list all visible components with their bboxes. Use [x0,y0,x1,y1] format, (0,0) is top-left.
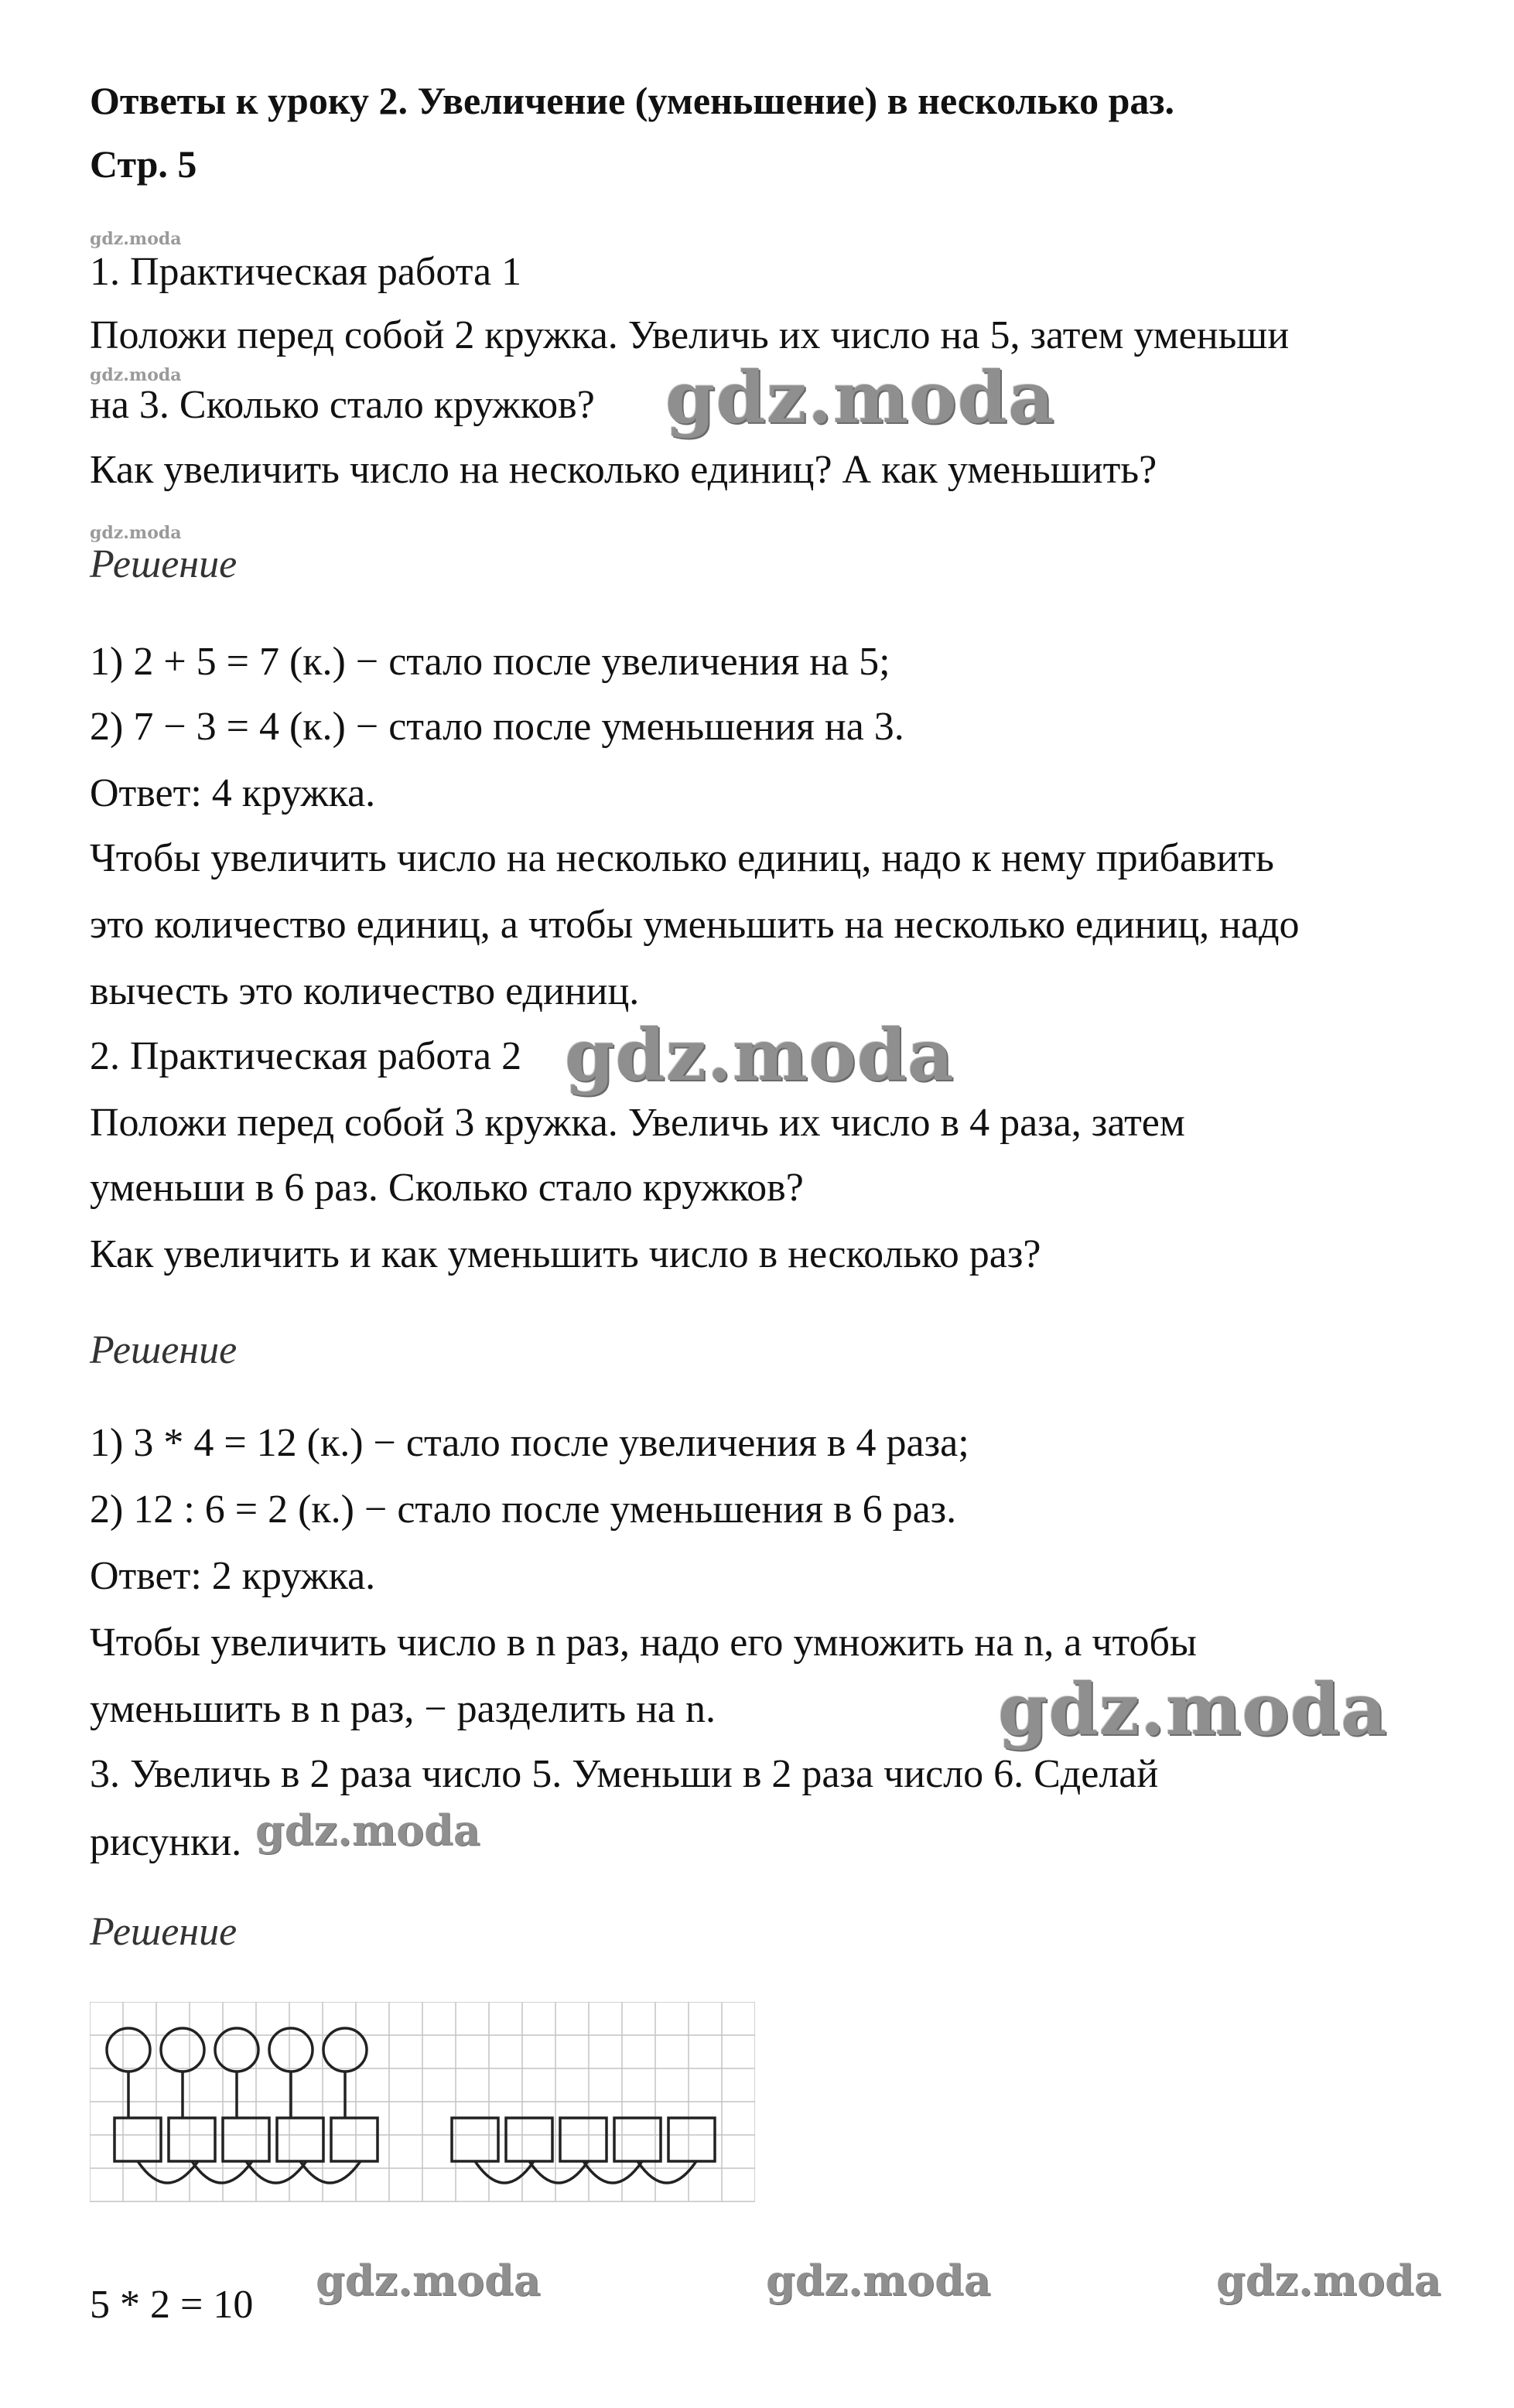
watermark-big: gdz.moda [998,1668,1388,1751]
task1-step1: 1) 2 + 5 = 7 (к.) − стало после увеличения на 5; [90,640,890,684]
task2-title: 2. Практическая работа 2 [90,1034,522,1078]
square [277,2118,323,2161]
square [331,2118,378,2161]
page-title: Ответы к уроку 2. Увеличение (уменьшение) в несколько раз. [90,79,1175,122]
task2-explain-line2: уменьшить в n раз, − разделить на n. [90,1687,716,1731]
task1-text-line1: Положи перед собой 2 кружка. Увеличь их число на 5, затем уменьши [90,313,1290,357]
task1-question: Как увеличить число на несколько единиц? А как уменьшить? [90,448,1157,492]
square [560,2118,607,2161]
task1-explain-line3: вычесть это количество единиц. [90,969,640,1013]
task1-answer: Ответ: 4 кружка. [90,771,376,815]
task3-solution-label: Решение [90,1910,238,1954]
task2-question: Как увеличить и как уменьшить число в несколько раз? [90,1232,1041,1276]
task2-explain-line1: Чтобы увеличить число в n раз, надо его умножить на n, а чтобы [90,1621,1197,1665]
task1-step2: 2) 7 − 3 = 4 (к.) − стало после уменьшения на 3. [90,705,904,749]
watermark-medium: gdz.moda [1216,2256,1441,2305]
watermark-small: gdz.moda [90,365,182,385]
task1-explain-line2: это количество единиц, а чтобы уменьшить на несколько единиц, надо [90,903,1300,947]
task3-equation: 5 * 2 = 10 [90,2283,254,2327]
watermark-medium: gdz.moda [316,2256,541,2305]
task1-explain-line1: Чтобы увеличить число на несколько единиц, надо к нему прибавить [90,836,1274,880]
watermark-small: gdz.moda [90,523,182,543]
halving-group [452,2118,715,2183]
watermark-small: gdz.moda [90,229,182,249]
task3-drawing [90,2002,755,2211]
task1-solution-label: Решение [90,542,238,586]
task1-text-line2: на 3. Сколько стало кружков? [90,383,595,427]
task3-title-line1: 3. Увеличь в 2 раза число 5. Уменьши в 2 раза число 6. Сделай [90,1752,1159,1796]
task2-text-line2: уменьши в 6 раз. Сколько стало кружков? [90,1166,804,1210]
square [614,2118,661,2161]
task2-text-line1: Положи перед собой 3 кружка. Увеличь их число в 4 раза, затем [90,1101,1185,1145]
page-reference: Стр. 5 [90,142,197,186]
square [668,2118,715,2161]
task3-title-line2: рисунки. [90,1820,242,1864]
task2-step2: 2) 12 : 6 = 2 (к.) − стало после уменьшения в 6 раз. [90,1487,957,1532]
square [506,2118,552,2161]
doubling-group [107,2028,378,2183]
task2-step1: 1) 3 * 4 = 12 (к.) − стало после увеличения в 4 раза; [90,1421,969,1465]
square [114,2118,161,2161]
square [223,2118,269,2161]
watermark-medium: gdz.moda [255,1805,480,1855]
task2-solution-label: Решение [90,1328,238,1372]
square [169,2118,215,2161]
task1-title: 1. Практическая работа 1 [90,250,522,294]
watermark-big: gdz.moda [665,356,1055,439]
watermark-big: gdz.moda [565,1013,955,1097]
task2-answer: Ответ: 2 кружка. [90,1554,376,1598]
square [452,2118,498,2161]
watermark-medium: gdz.moda [766,2256,991,2305]
